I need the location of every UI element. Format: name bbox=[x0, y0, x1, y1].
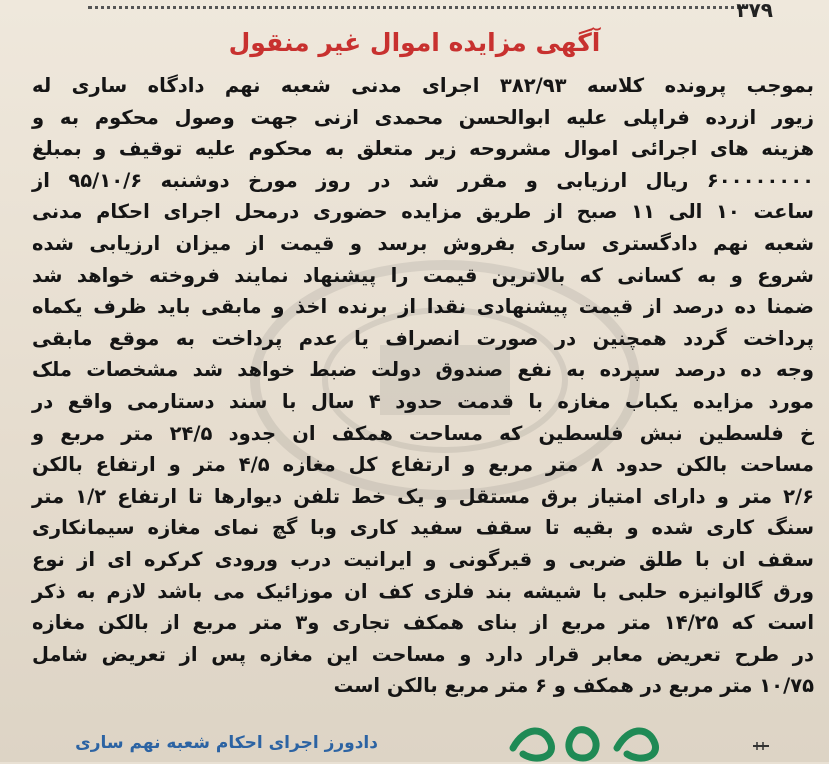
body-line-6: شعبه نهم دادگستری ساری بفروش برسد و قیمت از میزان ارزیابی شده bbox=[32, 231, 814, 255]
body-line-5: ساعت ۱۰ الی ۱۱ صبح از طریق مزایده حضوری درمحل اجرای احکام مدنی bbox=[32, 200, 814, 224]
handwritten-code-mark bbox=[505, 718, 675, 764]
body-line-11: مورد مزایده یکباب مغازه با قدمت حدود ۴ سال با سند دستارمی واقع در bbox=[32, 389, 814, 413]
body-line-12: خ فلسطین نبش فلسطین که مساحت همکف ان جدود ۲۴/۵ متر مربع و bbox=[32, 421, 814, 445]
body-line-14: ۲/۶ متر و دارای امتیاز برق مستقل و یک خط تلفن دیوارها تا ارتفاع ۱/۲ متر bbox=[32, 484, 815, 508]
footer-signature: دادورز اجرای احکام شعبه نهم ساری bbox=[75, 733, 378, 753]
decorative-mark bbox=[751, 740, 771, 752]
body-line-2: زیور ازرده فراپلی علیه ابوالحسن محمدی ازنی جهت وصول محکوم به و bbox=[32, 105, 814, 129]
body-line-15: سنگ کاری شده و بقیه تا سقف سفید کاری وبا گچ نمای مغازه سیمانکاری bbox=[32, 516, 814, 540]
body-line-9: پرداخت گردد همچنین در صورت انصراف یا عدم پرداخت به موقع مابقی bbox=[32, 326, 814, 350]
body-line-19: در طرح تعریض معابر قرار دارد و مساحت این مغازه پس از تعریض شامل bbox=[32, 642, 814, 666]
body-line-17: ورق گالوانیزه حلبی با شیشه بند فلزی کف ان موزائیک می باشد لازم به ذکر bbox=[32, 579, 814, 603]
body-line-4: ۶۰۰۰۰۰۰۰۰ ریال ارزیابی و مقرر شد در روز مورخ دوشنبه ۹۵/۱۰/۶ از bbox=[32, 168, 814, 192]
body-line-20: ۱۰/۷۵ متر مربع در همکف و ۶ متر مربع بالکن است bbox=[333, 674, 814, 698]
body-line-18: است که ۱۴/۲۵ متر مربع از بنای همکف تجاری و۳ متر مربع از بالکن مغازه bbox=[32, 611, 815, 635]
page-number: ۳۷۹ bbox=[736, 0, 773, 22]
body-line-3: هزینه های اجرائی اموال مشروحه زیر متعلق به محکوم علیه توقیف و بمبلغ bbox=[32, 137, 814, 161]
notice-body bbox=[32, 70, 814, 702]
top-dotted-rule bbox=[88, 6, 748, 9]
body-line-8: ضمنا ده درصد از قیمت پیشنهادی نقدا از برنده اخذ و مابقی باید ظرف یکماه bbox=[32, 295, 814, 319]
notice-title: آگهی مزایده اموال غیر منقول bbox=[228, 28, 601, 57]
body-line-1: بموجب پرونده کلاسه ۳۸۲/۹۳ اجرای مدنی شعبه نهم دادگاه ساری له bbox=[32, 74, 814, 97]
body-line-13: مساحت بالکن حدود ۸ متر مربع و ارتفاع کل مغازه ۴/۵ متر و ارتفاع بالکن bbox=[32, 453, 815, 477]
body-line-7: شروع و به کسانی که بالاترین قیمت را پیشنهاد نمایند فروخته خواهد شد bbox=[32, 263, 814, 287]
body-line-10: وجه ده درصد سپرده به نفع صندوق دولت ضبط خواهد شد مشخصات ملک bbox=[32, 358, 814, 382]
body-line-16: سقف ان با طلق ضربی و قیرگونی و ایرانیت درب ورودی کرکره ای از نوع bbox=[32, 547, 814, 571]
